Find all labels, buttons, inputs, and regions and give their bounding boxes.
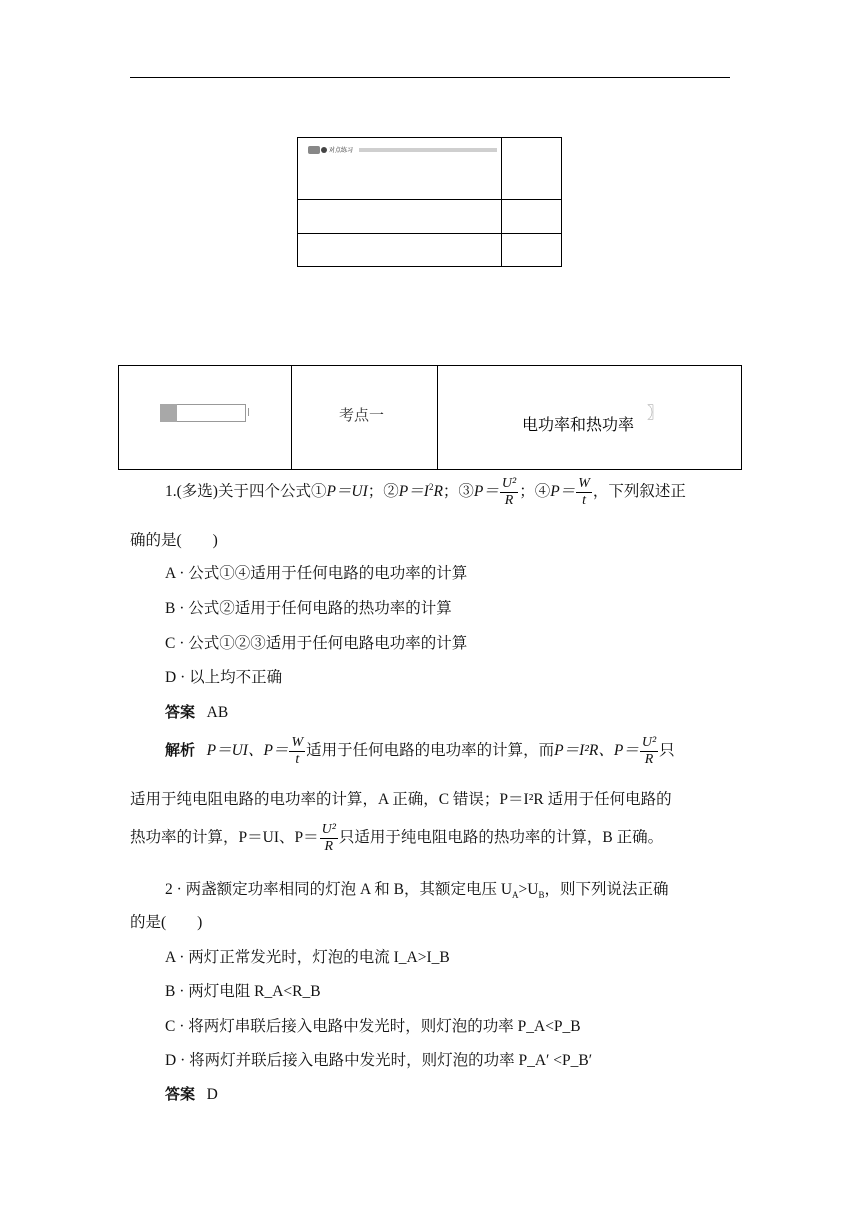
practice-label: 对点练习 (329, 147, 354, 154)
q1-option-d: D · 以上均不正确 (165, 669, 283, 686)
q1-option-a: A · 公式①④适用于任何电路的电功率的计算 (165, 565, 468, 582)
section-title: 电功率和热功率 (522, 415, 635, 434)
q2-stem-cont: 的是( ) (130, 914, 203, 931)
section-bracket: 〗 (647, 403, 664, 422)
dot-icon (321, 147, 327, 153)
practice-header-table (297, 137, 562, 267)
q1-option-c: C · 公式①②③适用于任何电路电功率的计算 (165, 635, 468, 652)
section-header-table (118, 365, 742, 470)
tab-icon (160, 404, 248, 422)
q2-answer: 答案 D (165, 1085, 218, 1103)
q1-stem: 1.(多选)关于四个公式①P＝UI；$②P=I^2R$；③P＝ $\frac{\text{U²}}{R}$ ；④P＝ $\frac{W}{t}$ ，下列叙述正 (165, 476, 686, 508)
q1-analysis-line3: 热功率的计算，P＝UI、P＝ $\frac{\text{U²}}{R}$ 只适用于纯电阻电路的热功率的计算，B 正确。 (130, 822, 664, 854)
practice-banner (308, 145, 497, 154)
header-rule (130, 77, 730, 78)
q2-option-d: D · 将两灯并联后接入电路中发光时，则灯泡的功率 P_A′ <P_B′ (165, 1052, 593, 1069)
q2-option-a: A · 两灯正常发光时，灯泡的电流 I_A>I_B (165, 949, 450, 966)
banner-bar (359, 148, 497, 152)
q1-stem-cont: 确的是( ) (130, 532, 218, 549)
q2-option-c: C · 将两灯串联后接入电路中发光时，则灯泡的功率 P_A<P_B (165, 1018, 581, 1035)
q1-analysis-line2: 适用于纯电阻电路的电功率的计算，A 正确，C 错误；P＝I²R 适用于任何电路的 (130, 791, 672, 808)
q2-option-b: B · 两灯电阻 R_A<R_B (165, 983, 321, 1000)
q1-answer: 答案 AB (165, 703, 229, 721)
q1-analysis-line1: 解析 P＝UI、P＝ $\frac{W}{t}$ 适用于任何电路的电功率的计算，而P＝I²R、P＝ $\frac{\text{U²}}{R}$ 只 (165, 735, 675, 767)
book-icon (308, 146, 320, 154)
q1-option-b: B · 公式②适用于任何电路的热功率的计算 (165, 600, 452, 617)
q2-stem: 2 · 两盏额定功率相同的灯泡 A 和 B，其额定电压 $U_A>U_B$，则下列说法正确 (165, 881, 669, 901)
section-label: 考点一 (339, 406, 385, 424)
